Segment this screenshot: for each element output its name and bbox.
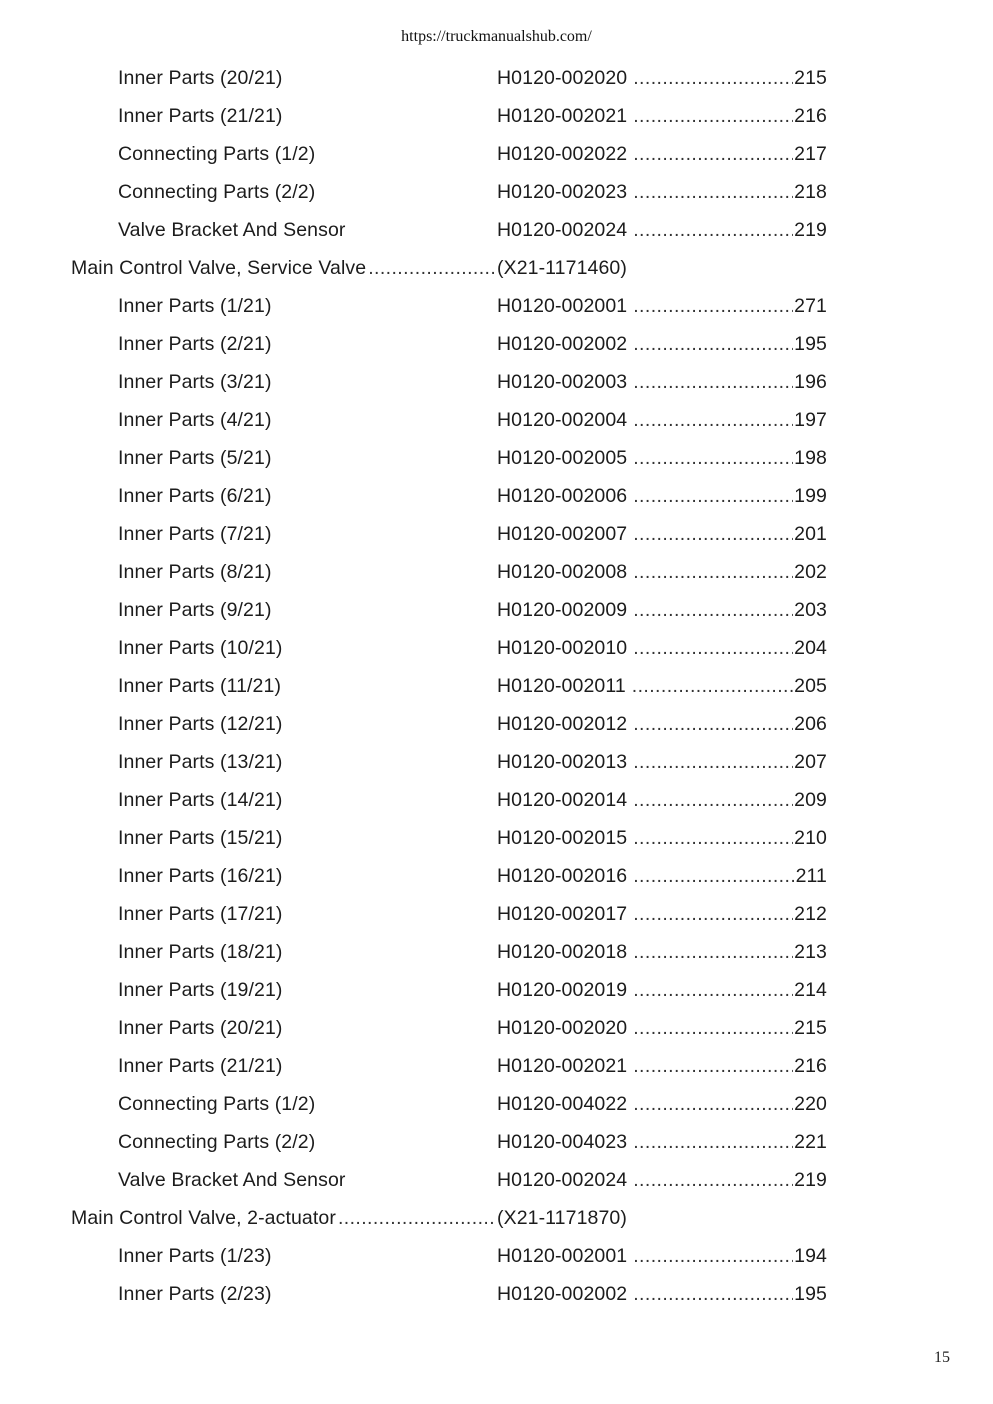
dot-leader [633,66,793,90]
toc-entry-code-wrap [497,788,827,812]
page-number: 15 [934,1349,950,1366]
dot-leader [633,598,793,622]
dot-leader [633,522,793,546]
dot-leader [633,446,793,470]
dot-leader [633,1168,793,1192]
toc-entry-code-wrap [497,940,827,964]
toc-entry-name: Inner Parts (13/21) [118,751,283,773]
dot-leader [632,674,793,698]
toc-entry-row [0,750,993,788]
toc-entry-row [0,370,993,408]
dot-leader [633,1282,793,1306]
toc-entry-row [0,142,993,180]
toc-entry-code-wrap [497,560,827,584]
toc-entry-row [0,674,993,712]
toc-entry-page: 196 [794,371,827,393]
toc-entry-row [0,484,993,522]
toc-entry-name: Inner Parts (19/21) [118,979,283,1001]
toc-entry-row [0,104,993,142]
toc-entry-name: Inner Parts (16/21) [118,865,283,887]
dot-leader [633,788,793,812]
toc-entry-name: Connecting Parts (1/2) [118,1093,316,1115]
toc-entry-page: 206 [794,713,827,735]
toc-entry-name: Inner Parts (3/21) [118,371,272,393]
dot-leader [633,1016,793,1040]
dot-leader [633,180,793,204]
toc-entry-row [0,1130,993,1168]
toc-entry-page: 219 [794,219,827,241]
toc-entry-code: H0120-002015 [497,827,628,849]
toc-entry-name: Inner Parts (9/21) [118,599,272,621]
toc-entry-row [0,1168,993,1206]
toc-entry-code-wrap [497,636,827,660]
toc-entry-page: 215 [794,67,827,89]
toc-entry-name: Inner Parts (12/21) [118,713,283,735]
toc-entry-code: H0120-002004 [497,409,628,431]
toc-entry-code: H0120-002012 [497,713,628,735]
toc-entry-row [0,1092,993,1130]
toc-entry-code: H0120-004023 [497,1131,628,1153]
toc-entry-name: Inner Parts (17/21) [118,903,283,925]
toc-entry-code: H0120-002020 [497,67,628,89]
toc-entry-code-wrap [497,1130,827,1154]
toc-section-code-wrap [497,256,627,280]
toc-entry-code-wrap [497,750,827,774]
toc-entry-page: 195 [794,333,827,355]
toc-entry-code: H0120-002014 [497,789,628,811]
toc-entry-row [0,940,993,978]
toc-entry-code: H0120-002019 [497,979,628,1001]
toc-entry-row [0,788,993,826]
toc-entry-row [0,826,993,864]
toc-entry-page: 209 [794,789,827,811]
toc-entry-code: H0120-002007 [497,523,628,545]
toc-entry-code-wrap [497,522,827,546]
toc-entry-code-wrap [497,1092,827,1116]
dot-leader [633,978,793,1002]
toc-entry-page: 213 [794,941,827,963]
toc-entry-code-wrap [497,978,827,1002]
dot-leader [633,1130,793,1154]
dot-leader [633,294,793,318]
toc-entry-page: 218 [794,181,827,203]
toc-entry-code: H0120-002023 [497,181,628,203]
toc-entry-row [0,1282,993,1320]
toc-entry-page: 216 [794,1055,827,1077]
toc-entry-code-wrap [497,1168,827,1192]
toc-entry-name: Inner Parts (2/21) [118,333,272,355]
toc-entry-code: H0120-002002 [497,1283,628,1305]
toc-entry-code-wrap [497,484,827,508]
toc-entry-row [0,560,993,598]
toc-entry-name: Inner Parts (20/21) [118,1017,283,1039]
toc-entry-row [0,598,993,636]
toc-entry-code: H0120-002018 [497,941,628,963]
toc-entry-name: Inner Parts (1/23) [118,1245,272,1267]
toc-entry-name: Inner Parts (21/21) [118,105,283,127]
toc-entry-row [0,978,993,1016]
toc-entry-row [0,712,993,750]
toc-entry-name: Valve Bracket And Sensor [118,1169,346,1191]
toc-entry-code: H0120-002024 [497,219,628,241]
dot-leader [338,1206,495,1230]
dot-leader [633,636,793,660]
toc-entry-row [0,218,993,256]
toc-entry-page: 220 [794,1093,827,1115]
dot-leader [633,902,793,926]
dot-leader [633,370,793,394]
toc-entry-name: Connecting Parts (2/2) [118,1131,316,1153]
toc-entry-code-wrap [497,1244,827,1268]
toc-entry-row [0,446,993,484]
toc-entry-row [0,1054,993,1092]
toc-entry-code: H0120-002001 [497,1245,628,1267]
toc-entry-code-wrap [497,864,827,888]
toc-section-row [0,256,993,294]
toc-entry-page: 198 [794,447,827,469]
dot-leader [633,940,793,964]
toc-entry-page: 212 [794,903,827,925]
toc-entry-name: Connecting Parts (1/2) [118,143,316,165]
toc-entry-row [0,636,993,674]
toc-entry-code: H0120-002020 [497,1017,628,1039]
dot-leader [633,408,793,432]
toc-entry-page: 211 [795,865,827,887]
toc-entry-page: 271 [794,295,827,317]
toc-entry-code: H0120-002021 [497,105,628,127]
toc-section-title-text: Main Control Valve, 2-actuator [71,1207,336,1229]
toc-entry-code-wrap [497,902,827,926]
toc-entry-page: 195 [794,1283,827,1305]
toc-entry-page: 202 [794,561,827,583]
dot-leader [633,826,793,850]
toc-entry-code: H0120-002002 [497,333,628,355]
toc-entry-row [0,332,993,370]
dot-leader [633,332,793,356]
toc-entry-code-wrap [497,218,827,242]
toc-entry-row [0,1016,993,1054]
toc-entry-page: 203 [794,599,827,621]
toc-entry-page: 221 [794,1131,827,1153]
toc-entry-code-wrap [497,104,827,128]
toc-entry-name: Inner Parts (2/23) [118,1283,272,1305]
toc-entry-code: H0120-002008 [497,561,628,583]
toc-entry-code: H0120-002021 [497,1055,628,1077]
toc-entry-name: Inner Parts (7/21) [118,523,272,545]
toc-entry-page: 197 [794,409,827,431]
toc-entry-name: Inner Parts (5/21) [118,447,272,469]
toc-entry-code: H0120-002024 [497,1169,628,1191]
toc-entry-name: Inner Parts (10/21) [118,637,283,659]
toc-entry-code-wrap [497,826,827,850]
toc-entry-code-wrap [497,712,827,736]
toc-entry-page: 199 [794,485,827,507]
toc-entry-row [0,864,993,902]
header-url: https://truckmanualshub.com/ [401,28,592,45]
toc-entry-page: 219 [794,1169,827,1191]
toc-entry-code-wrap [497,1054,827,1078]
dot-leader [633,750,793,774]
toc-entry-row [0,522,993,560]
toc-entry-code: H0120-002010 [497,637,628,659]
toc-entry-page: 217 [794,143,827,165]
toc-entry-row [0,408,993,446]
toc-entry-code: H0120-004022 [497,1093,628,1115]
toc-entry-name: Connecting Parts (2/2) [118,181,316,203]
toc-entry-page: 194 [794,1245,827,1267]
toc-entry-code-wrap [497,294,827,318]
toc-entry-page: 214 [794,979,827,1001]
toc-entry-name: Inner Parts (6/21) [118,485,272,507]
toc-entry-code-wrap [497,446,827,470]
toc-entry-page: 207 [794,751,827,773]
toc-section-row [0,1206,993,1244]
toc-entry-code: H0120-002013 [497,751,628,773]
toc-entry-name: Inner Parts (20/21) [118,67,283,89]
toc-entry-code-wrap [497,332,827,356]
toc-entry-code: H0120-002001 [497,295,628,317]
dot-leader [633,712,793,736]
dot-leader [633,560,793,584]
toc-section-title [71,256,495,280]
toc-entry-row [0,1244,993,1282]
toc-entry-code: H0120-002022 [497,143,628,165]
toc-entry-name: Inner Parts (21/21) [118,1055,283,1077]
toc-entry-page: 216 [794,105,827,127]
dot-leader [633,484,793,508]
toc-entry-code-wrap [497,1016,827,1040]
toc-entry-code-wrap [497,674,827,698]
toc-section-code-wrap [497,1206,627,1230]
toc-entry-code: H0120-002009 [497,599,628,621]
dot-leader [633,1092,793,1116]
toc-entry-code: H0120-002006 [497,485,628,507]
toc-entry-name: Inner Parts (14/21) [118,789,283,811]
toc-entry-code: H0120-002017 [497,903,628,925]
toc-entry-page: 215 [794,1017,827,1039]
toc-entry-page: 204 [794,637,827,659]
dot-leader [633,218,793,242]
toc-section-code: (X21-1171460) [497,257,627,279]
toc-entry-row [0,180,993,218]
toc-entry-code-wrap [497,408,827,432]
toc-entry-row [0,902,993,940]
toc-entry-code-wrap [497,180,827,204]
toc-entry-name: Inner Parts (18/21) [118,941,283,963]
toc-entry-name: Valve Bracket And Sensor [118,219,346,241]
toc-entry-code: H0120-002003 [497,371,628,393]
dot-leader [633,142,793,166]
toc-entry-code: H0120-002016 [497,865,628,887]
toc-section-code: (X21-1171870) [497,1207,627,1229]
toc-entry-page: 210 [794,827,827,849]
toc-entry-row [0,294,993,332]
toc-entry-code-wrap [497,370,827,394]
toc-entry-name: Inner Parts (4/21) [118,409,272,431]
toc-entry-code: H0120-002011 [497,675,626,697]
toc-entry-name: Inner Parts (8/21) [118,561,272,583]
dot-leader [633,104,793,128]
toc-entry-code-wrap [497,1282,827,1306]
dot-leader [633,1244,793,1268]
toc-entry-name: Inner Parts (15/21) [118,827,283,849]
toc-entry-code-wrap [497,598,827,622]
toc-entry-code: H0120-002005 [497,447,628,469]
toc-entry-name: Inner Parts (1/21) [118,295,272,317]
toc-entry-page: 205 [794,675,827,697]
toc-section-title-text: Main Control Valve, Service Valve [71,257,367,279]
toc-entry-page: 201 [794,523,827,545]
toc-entry-name: Inner Parts (11/21) [118,675,282,697]
dot-leader [633,1054,793,1078]
toc-entry-row [0,66,993,104]
dot-leader [633,864,794,888]
toc-entry-code-wrap [497,66,827,90]
toc-entry-code-wrap [497,142,827,166]
dot-leader [368,256,495,280]
toc-section-title [71,1206,495,1230]
